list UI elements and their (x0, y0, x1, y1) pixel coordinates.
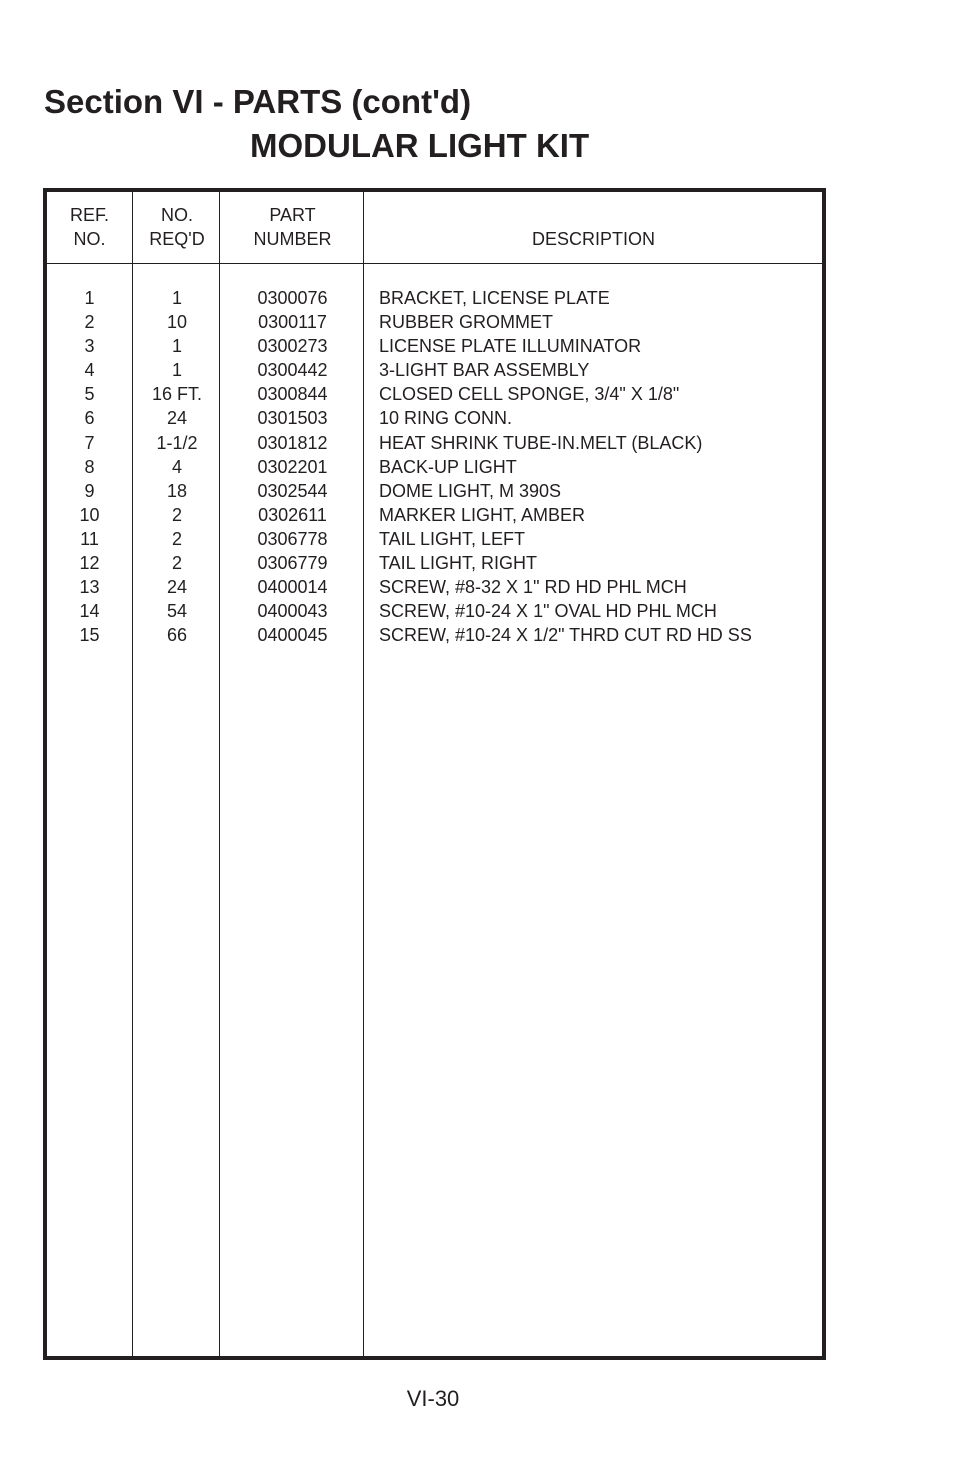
ref-no-cell: 13 (79, 577, 100, 598)
part-number-cell: 0400014 (257, 577, 328, 598)
part-number-cell: 0306778 (257, 528, 328, 549)
table-row (47, 286, 822, 310)
header-divider (47, 263, 822, 264)
part-number-cell: 0300442 (257, 360, 328, 381)
description-cell: BRACKET, LICENSE PLATE (379, 288, 610, 308)
description-cell: 3-LIGHT BAR ASSEMBLY (379, 360, 590, 381)
header-part-line1: PART (269, 205, 316, 225)
part-number-cell: 0300117 (258, 312, 327, 333)
description-cell: DOME LIGHT, M 390S (379, 480, 562, 501)
table-row (47, 527, 822, 551)
ref-no-cell: 4 (84, 360, 95, 381)
qty-cell: 4 (171, 456, 182, 477)
qty-cell: 2 (171, 553, 182, 574)
qty-cell: 24 (166, 408, 188, 429)
part-number-cell: 0302201 (257, 456, 328, 477)
qty-cell: 18 (166, 480, 188, 501)
description-cell: TAIL LIGHT, LEFT (379, 528, 526, 549)
header-no-reqd (134, 203, 220, 251)
page-number: VI-30 (406, 1386, 460, 1411)
description-cell: LICENSE PLATE ILLUMINATOR (379, 336, 642, 357)
description-cell: MARKER LIGHT, AMBER (379, 504, 586, 525)
table-row (47, 310, 822, 334)
ref-no-cell: 8 (84, 456, 95, 477)
qty-cell: 1 (171, 336, 182, 357)
header-part-line2: NUMBER (253, 229, 332, 249)
description-cell: RUBBER GROMMET (379, 312, 554, 333)
part-number-cell: 0300273 (257, 336, 328, 357)
part-number-cell: 0400045 (257, 625, 328, 646)
qty-cell: 1 (171, 360, 182, 381)
qty-cell: 16 FT. (151, 384, 203, 405)
part-number-cell: 0306779 (257, 553, 328, 574)
table-row (47, 575, 822, 599)
ref-no-cell: 12 (79, 553, 100, 574)
table-row (47, 599, 822, 623)
qty-cell: 1-1/2 (156, 432, 198, 453)
table-row (47, 455, 822, 479)
header-part-number (221, 203, 364, 251)
qty-cell: 2 (171, 504, 182, 525)
description-cell: SCREW, #10-24 X 1/2" THRD CUT RD HD SS (379, 625, 752, 646)
ref-no-cell: 5 (84, 384, 95, 405)
kit-title: MODULAR LIGHT KIT (250, 127, 590, 164)
ref-no-cell: 11 (80, 528, 99, 549)
description-cell: 10 RING CONN. (379, 408, 513, 429)
ref-no-cell: 1 (84, 288, 95, 308)
parts-rows (47, 286, 822, 647)
part-number-cell: 0301812 (257, 432, 328, 453)
part-number-cell: 0302611 (258, 504, 327, 525)
table-row (47, 479, 822, 503)
ref-no-cell: 6 (84, 408, 95, 429)
table-row (47, 551, 822, 575)
part-number-cell: 0300844 (257, 384, 328, 405)
qty-cell: 10 (166, 312, 188, 333)
header-ref-no (47, 203, 132, 251)
description-cell: SCREW, #8-32 X 1" RD HD PHL MCH (379, 577, 687, 598)
header-ref-line1: REF. (69, 205, 109, 225)
table-row (47, 334, 822, 358)
description-cell: HEAT SHRINK TUBE-IN.MELT (BLACK) (379, 432, 703, 453)
table-row (47, 431, 822, 455)
part-number-cell: 0300076 (257, 288, 328, 308)
parts-table (43, 188, 826, 1360)
table-row (47, 382, 822, 406)
ref-no-cell: 3 (84, 336, 95, 357)
qty-cell: 1 (171, 288, 182, 308)
qty-cell: 2 (171, 528, 182, 549)
ref-no-cell: 9 (84, 480, 95, 501)
ref-no-cell: 2 (84, 312, 95, 333)
ref-no-cell: 15 (79, 625, 100, 646)
header-qty-line2: REQ'D (149, 229, 205, 249)
description-cell: BACK-UP LIGHT (379, 456, 517, 477)
qty-cell: 24 (166, 577, 188, 598)
ref-no-cell: 14 (79, 601, 100, 622)
ref-no-cell: 10 (79, 504, 100, 525)
table-row (47, 358, 822, 382)
table-row (47, 503, 822, 527)
description-cell: SCREW, #10-24 X 1" OVAL HD PHL MCH (379, 601, 717, 622)
table-row (47, 623, 822, 647)
qty-cell: 66 (166, 625, 188, 646)
header-qty-line1: NO. (160, 205, 193, 225)
description-cell: CLOSED CELL SPONGE, 3/4" X 1/8" (379, 384, 680, 405)
table-row (47, 406, 822, 430)
part-number-cell: 0301503 (257, 408, 328, 429)
ref-no-cell: 7 (84, 432, 95, 453)
qty-cell: 54 (166, 601, 188, 622)
description-cell: TAIL LIGHT, RIGHT (379, 553, 538, 574)
header-ref-line2: NO. (73, 229, 106, 249)
header-description: DESCRIPTION (531, 229, 655, 249)
section-title: Section VI - PARTS (cont'd) (44, 83, 472, 120)
part-number-cell: 0302544 (257, 480, 328, 501)
part-number-cell: 0400043 (257, 601, 328, 622)
